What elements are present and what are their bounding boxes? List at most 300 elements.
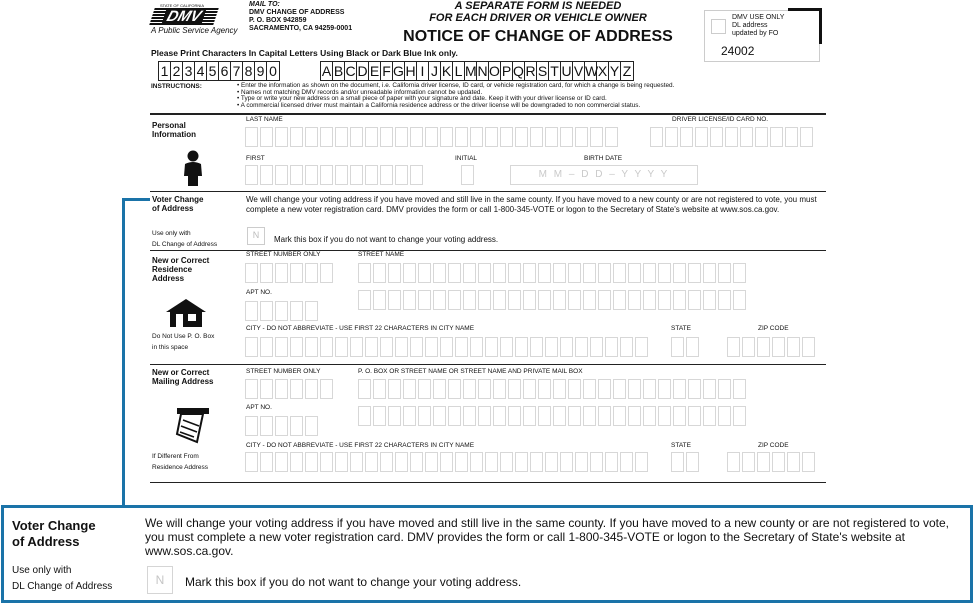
char-box[interactable] [695, 127, 708, 147]
res-apt-label: APT NO. [246, 289, 272, 296]
char-box[interactable] [463, 406, 476, 426]
char-box[interactable] [802, 452, 815, 472]
char-box[interactable] [500, 127, 513, 147]
char-box[interactable] [688, 290, 701, 310]
char-box[interactable] [418, 406, 431, 426]
char-box[interactable] [515, 452, 528, 472]
char-box[interactable] [568, 290, 581, 310]
char-box[interactable] [305, 127, 318, 147]
char-box[interactable] [463, 263, 476, 283]
voter-title [152, 195, 203, 213]
char-box[interactable] [740, 127, 753, 147]
char-box[interactable] [403, 379, 416, 399]
char-box[interactable] [260, 416, 273, 436]
char-box[interactable] [628, 406, 641, 426]
res-zip-boxes[interactable] [727, 337, 815, 357]
char-box[interactable] [365, 165, 378, 185]
char-box[interactable] [350, 165, 363, 185]
house-icon [164, 297, 208, 329]
char-box[interactable] [673, 406, 686, 426]
char-box[interactable] [305, 416, 318, 436]
letter-sample: W [585, 63, 599, 79]
char-box[interactable] [335, 337, 348, 357]
char-box[interactable] [538, 406, 551, 426]
char-box[interactable] [590, 452, 603, 472]
char-box[interactable] [350, 452, 363, 472]
char-box[interactable] [688, 379, 701, 399]
char-box[interactable] [703, 406, 716, 426]
char-box[interactable] [590, 127, 603, 147]
char-box[interactable] [553, 263, 566, 283]
res-street-number-boxes[interactable] [245, 263, 333, 283]
char-box[interactable] [290, 165, 303, 185]
char-box[interactable] [787, 337, 800, 357]
res-apt-boxes[interactable] [245, 301, 318, 321]
char-box[interactable] [686, 452, 699, 472]
first-name-boxes[interactable] [245, 165, 423, 185]
char-box[interactable] [478, 290, 491, 310]
char-box[interactable] [757, 452, 770, 472]
char-box[interactable] [742, 337, 755, 357]
char-box[interactable] [418, 263, 431, 283]
char-box[interactable] [335, 165, 348, 185]
char-box[interactable] [718, 263, 731, 283]
char-box[interactable] [470, 337, 483, 357]
char-box[interactable] [643, 406, 656, 426]
char-box[interactable] [448, 406, 461, 426]
letter-sample: E [369, 63, 380, 79]
char-box[interactable] [658, 406, 671, 426]
char-box[interactable] [358, 263, 371, 283]
char-box[interactable] [560, 337, 573, 357]
char-box[interactable] [545, 452, 558, 472]
mailto-block [249, 1, 352, 33]
char-box[interactable] [425, 127, 438, 147]
char-box[interactable] [380, 337, 393, 357]
char-box[interactable] [508, 379, 521, 399]
char-box[interactable] [560, 127, 573, 147]
char-box[interactable] [260, 379, 273, 399]
char-box[interactable] [725, 127, 738, 147]
letter-sample: F [381, 62, 393, 80]
char-box[interactable] [620, 337, 633, 357]
char-box[interactable] [290, 127, 303, 147]
char-box[interactable] [665, 127, 678, 147]
char-box[interactable] [545, 127, 558, 147]
letter-sample: I [417, 62, 429, 80]
digit-sample: 9 [255, 62, 267, 80]
char-box[interactable] [688, 406, 701, 426]
char-box[interactable] [658, 379, 671, 399]
char-box[interactable] [245, 263, 258, 283]
char-box[interactable] [493, 406, 506, 426]
char-box[interactable] [245, 165, 258, 185]
char-box[interactable] [305, 452, 318, 472]
char-box[interactable] [628, 379, 641, 399]
char-box[interactable] [320, 127, 333, 147]
char-box[interactable] [538, 263, 551, 283]
char-box[interactable] [613, 379, 626, 399]
char-box[interactable] [290, 337, 303, 357]
res-street-name-boxes[interactable] [358, 263, 746, 283]
dl-number-boxes[interactable] [650, 127, 813, 147]
char-box[interactable] [658, 263, 671, 283]
char-box[interactable] [418, 379, 431, 399]
char-box[interactable] [643, 263, 656, 283]
char-box[interactable] [785, 127, 798, 147]
char-box[interactable] [568, 263, 581, 283]
char-box[interactable] [245, 416, 258, 436]
char-box[interactable] [515, 337, 528, 357]
char-box[interactable] [433, 379, 446, 399]
mail-street-number-label: STREET NUMBER ONLY [246, 368, 321, 375]
res-city-boxes[interactable] [245, 337, 648, 357]
res-street-name-boxes-2[interactable] [358, 290, 746, 310]
char-box[interactable] [755, 127, 768, 147]
char-box[interactable] [260, 263, 273, 283]
char-box[interactable] [493, 379, 506, 399]
char-box[interactable] [463, 379, 476, 399]
mail-po-box-boxes-2[interactable] [358, 406, 746, 426]
char-box[interactable] [727, 337, 740, 357]
char-box[interactable] [320, 165, 333, 185]
char-box[interactable] [388, 290, 401, 310]
dmv-logo [152, 3, 216, 25]
char-box[interactable] [448, 263, 461, 283]
char-box[interactable] [703, 379, 716, 399]
char-box[interactable] [523, 406, 536, 426]
char-box[interactable] [365, 337, 378, 357]
char-box[interactable] [727, 452, 740, 472]
char-box[interactable] [395, 337, 408, 357]
char-box[interactable] [275, 452, 288, 472]
char-box[interactable] [395, 127, 408, 147]
char-box[interactable] [802, 337, 815, 357]
char-box[interactable] [305, 301, 318, 321]
char-box[interactable] [320, 337, 333, 357]
char-box[interactable] [718, 379, 731, 399]
char-box[interactable] [403, 290, 416, 310]
char-box[interactable] [523, 263, 536, 283]
char-box[interactable] [275, 165, 288, 185]
zoom-body: We will change your voting address if you have moved and still live in the same county. If you have moved to a new county or are not registered to vote, you must complete a new voter registration card. DMV provides the form or call 1-800-345-VOTE or logon to the Secretary of State's website at www.sos.ca.gov. [145, 516, 949, 558]
char-box[interactable] [643, 290, 656, 310]
char-box[interactable] [395, 165, 408, 185]
char-box[interactable] [305, 263, 318, 283]
char-box[interactable] [470, 452, 483, 472]
char-box[interactable] [605, 452, 618, 472]
char-box[interactable] [688, 263, 701, 283]
char-box[interactable] [800, 127, 813, 147]
char-box[interactable] [530, 127, 543, 147]
char-box[interactable] [742, 452, 755, 472]
char-box[interactable] [425, 452, 438, 472]
logo-text: DMV [162, 8, 207, 25]
voter-opt-out-checkbox[interactable] [247, 227, 265, 245]
char-box[interactable] [568, 406, 581, 426]
char-box[interactable] [290, 301, 303, 321]
char-box[interactable] [373, 406, 386, 426]
char-box[interactable] [575, 452, 588, 472]
char-box[interactable] [448, 290, 461, 310]
char-box[interactable] [583, 379, 596, 399]
char-box[interactable] [613, 406, 626, 426]
char-box[interactable] [703, 263, 716, 283]
char-box[interactable] [493, 290, 506, 310]
mail-state-label: STATE [671, 442, 691, 449]
char-box[interactable] [410, 337, 423, 357]
last-name-boxes[interactable] [245, 127, 618, 147]
char-box[interactable] [305, 165, 318, 185]
char-box[interactable] [245, 127, 258, 147]
mailto-label: MAIL TO: [249, 1, 280, 8]
char-box[interactable] [757, 337, 770, 357]
char-box[interactable] [380, 127, 393, 147]
mail-city-boxes[interactable] [245, 452, 648, 472]
char-box[interactable] [403, 263, 416, 283]
char-box[interactable] [260, 165, 273, 185]
char-box[interactable] [772, 452, 785, 472]
digit-sample: 1 [159, 62, 171, 80]
char-box[interactable] [410, 452, 423, 472]
char-box[interactable] [320, 263, 333, 283]
char-box[interactable] [493, 263, 506, 283]
char-box[interactable] [350, 127, 363, 147]
birth-date-field[interactable] [510, 165, 698, 185]
char-box[interactable] [530, 337, 543, 357]
char-box[interactable] [671, 452, 684, 472]
char-box[interactable] [508, 290, 521, 310]
char-box[interactable] [275, 263, 288, 283]
char-box[interactable] [560, 452, 573, 472]
char-box[interactable] [320, 452, 333, 472]
char-box[interactable] [335, 452, 348, 472]
char-box[interactable] [461, 165, 474, 185]
char-box[interactable] [643, 379, 656, 399]
char-box[interactable] [673, 263, 686, 283]
char-box[interactable] [245, 337, 258, 357]
char-box[interactable] [508, 263, 521, 283]
char-box[interactable] [686, 337, 699, 357]
char-box[interactable] [358, 406, 371, 426]
char-box[interactable] [673, 290, 686, 310]
char-box[interactable] [440, 127, 453, 147]
res-state-boxes[interactable] [671, 337, 699, 357]
char-box[interactable] [583, 263, 596, 283]
mail-zip-boxes[interactable] [727, 452, 815, 472]
mail-street-number-boxes[interactable] [245, 379, 333, 399]
char-box[interactable] [455, 337, 468, 357]
mail-city-label: CITY - DO NOT ABBREVIATE - USE FIRST 22 CHARACTERS IN CITY NAME [246, 442, 475, 449]
char-box[interactable] [523, 379, 536, 399]
char-box[interactable] [425, 337, 438, 357]
person-icon [182, 150, 204, 186]
char-box[interactable] [395, 452, 408, 472]
char-box[interactable] [260, 301, 273, 321]
char-box[interactable] [350, 337, 363, 357]
char-box[interactable] [628, 290, 641, 310]
char-box[interactable] [733, 263, 746, 283]
char-box[interactable] [733, 290, 746, 310]
char-box[interactable] [538, 290, 551, 310]
char-box[interactable] [335, 127, 348, 147]
char-box[interactable] [365, 127, 378, 147]
char-box[interactable] [388, 406, 401, 426]
char-box[interactable] [388, 379, 401, 399]
char-box[interactable] [733, 406, 746, 426]
zoom-checkbox-label: Mark this box if you do not want to change your voting address. [185, 575, 522, 589]
section-title-line: Residence [152, 265, 193, 274]
char-box[interactable] [613, 263, 626, 283]
char-box[interactable] [787, 452, 800, 472]
char-box[interactable] [478, 406, 491, 426]
char-box[interactable] [478, 379, 491, 399]
char-box[interactable] [245, 379, 258, 399]
char-box[interactable] [545, 337, 558, 357]
section-divider [150, 482, 826, 483]
char-box[interactable] [478, 263, 491, 283]
char-box[interactable] [628, 263, 641, 283]
mail-state-boxes[interactable] [671, 452, 699, 472]
mail-apt-boxes[interactable] [245, 416, 318, 436]
instructions-label: INSTRUCTIONS: [151, 83, 202, 90]
digit-sample: 4 [195, 62, 207, 80]
char-box[interactable] [305, 337, 318, 357]
char-box[interactable] [433, 406, 446, 426]
char-box[interactable] [485, 127, 498, 147]
char-box[interactable] [772, 337, 785, 357]
char-box[interactable] [260, 452, 273, 472]
char-box[interactable] [575, 337, 588, 357]
char-box[interactable] [553, 290, 566, 310]
char-box[interactable] [703, 290, 716, 310]
char-box[interactable] [290, 452, 303, 472]
char-box[interactable] [718, 406, 731, 426]
char-box[interactable] [515, 127, 528, 147]
char-box[interactable] [635, 452, 648, 472]
char-box[interactable] [508, 406, 521, 426]
corner-mark [788, 8, 822, 44]
char-box[interactable] [305, 379, 318, 399]
mailing-title [152, 368, 214, 386]
char-box[interactable] [598, 263, 611, 283]
char-box[interactable] [410, 127, 423, 147]
char-box[interactable] [485, 337, 498, 357]
char-box[interactable] [613, 290, 626, 310]
char-box[interactable] [605, 127, 618, 147]
char-box[interactable] [358, 379, 371, 399]
char-box[interactable] [365, 452, 378, 472]
char-box[interactable] [448, 379, 461, 399]
zoom-opt-out-checkbox[interactable] [147, 566, 173, 594]
char-box[interactable] [373, 379, 386, 399]
voter-note-line: Use only with [152, 230, 191, 237]
char-box[interactable] [575, 127, 588, 147]
char-box[interactable] [650, 127, 663, 147]
char-box[interactable] [658, 290, 671, 310]
char-box[interactable] [290, 379, 303, 399]
char-box[interactable] [455, 127, 468, 147]
char-box[interactable] [470, 127, 483, 147]
zoom-note-line: Use only with [12, 565, 72, 576]
char-box[interactable] [245, 301, 258, 321]
char-box[interactable] [418, 290, 431, 310]
char-box[interactable] [500, 337, 513, 357]
checkbox-letter: N [252, 230, 260, 240]
residence-note [152, 331, 214, 353]
initial-box[interactable] [461, 165, 474, 185]
char-box[interactable] [598, 406, 611, 426]
char-box[interactable] [598, 379, 611, 399]
char-box[interactable] [598, 290, 611, 310]
char-box[interactable] [290, 416, 303, 436]
char-box[interactable] [320, 379, 333, 399]
char-box[interactable] [553, 379, 566, 399]
char-box[interactable] [433, 263, 446, 283]
char-box[interactable] [553, 406, 566, 426]
char-box[interactable] [373, 290, 386, 310]
section-title-line: of Address [152, 204, 194, 213]
char-box[interactable] [671, 337, 684, 357]
char-box[interactable] [275, 416, 288, 436]
char-box[interactable] [275, 337, 288, 357]
char-box[interactable] [380, 452, 393, 472]
zoom-title-line: of Address [12, 534, 80, 549]
char-box[interactable] [440, 337, 453, 357]
char-box[interactable] [260, 127, 273, 147]
char-box[interactable] [433, 290, 446, 310]
char-box[interactable] [373, 263, 386, 283]
char-box[interactable] [410, 165, 423, 185]
char-box[interactable] [388, 263, 401, 283]
char-box[interactable] [403, 406, 416, 426]
char-box[interactable] [358, 290, 371, 310]
char-box[interactable] [275, 127, 288, 147]
char-box[interactable] [583, 406, 596, 426]
char-box[interactable] [635, 337, 648, 357]
mail-po-box-boxes[interactable] [358, 379, 746, 399]
letter-sample: C [345, 63, 356, 79]
char-box[interactable] [260, 337, 273, 357]
char-box[interactable] [605, 337, 618, 357]
char-box[interactable] [538, 379, 551, 399]
char-box[interactable] [275, 301, 288, 321]
char-box[interactable] [680, 127, 693, 147]
char-box[interactable] [500, 452, 513, 472]
residence-note-line: Do Not Use P. O. Box [152, 333, 215, 340]
char-box[interactable] [673, 379, 686, 399]
dmv-use-line: updated by FO [732, 30, 779, 37]
char-box[interactable] [485, 452, 498, 472]
char-box[interactable] [455, 452, 468, 472]
char-box[interactable] [380, 165, 393, 185]
char-box[interactable] [290, 263, 303, 283]
char-box[interactable] [568, 379, 581, 399]
char-box[interactable] [275, 379, 288, 399]
char-box[interactable] [530, 452, 543, 472]
char-box[interactable] [718, 290, 731, 310]
char-box[interactable] [733, 379, 746, 399]
char-box[interactable] [245, 452, 258, 472]
char-box[interactable] [770, 127, 783, 147]
char-box[interactable] [523, 290, 536, 310]
char-box[interactable] [710, 127, 723, 147]
char-box[interactable] [440, 452, 453, 472]
char-box[interactable] [590, 337, 603, 357]
char-box[interactable] [620, 452, 633, 472]
char-box[interactable] [463, 290, 476, 310]
char-box[interactable] [583, 290, 596, 310]
